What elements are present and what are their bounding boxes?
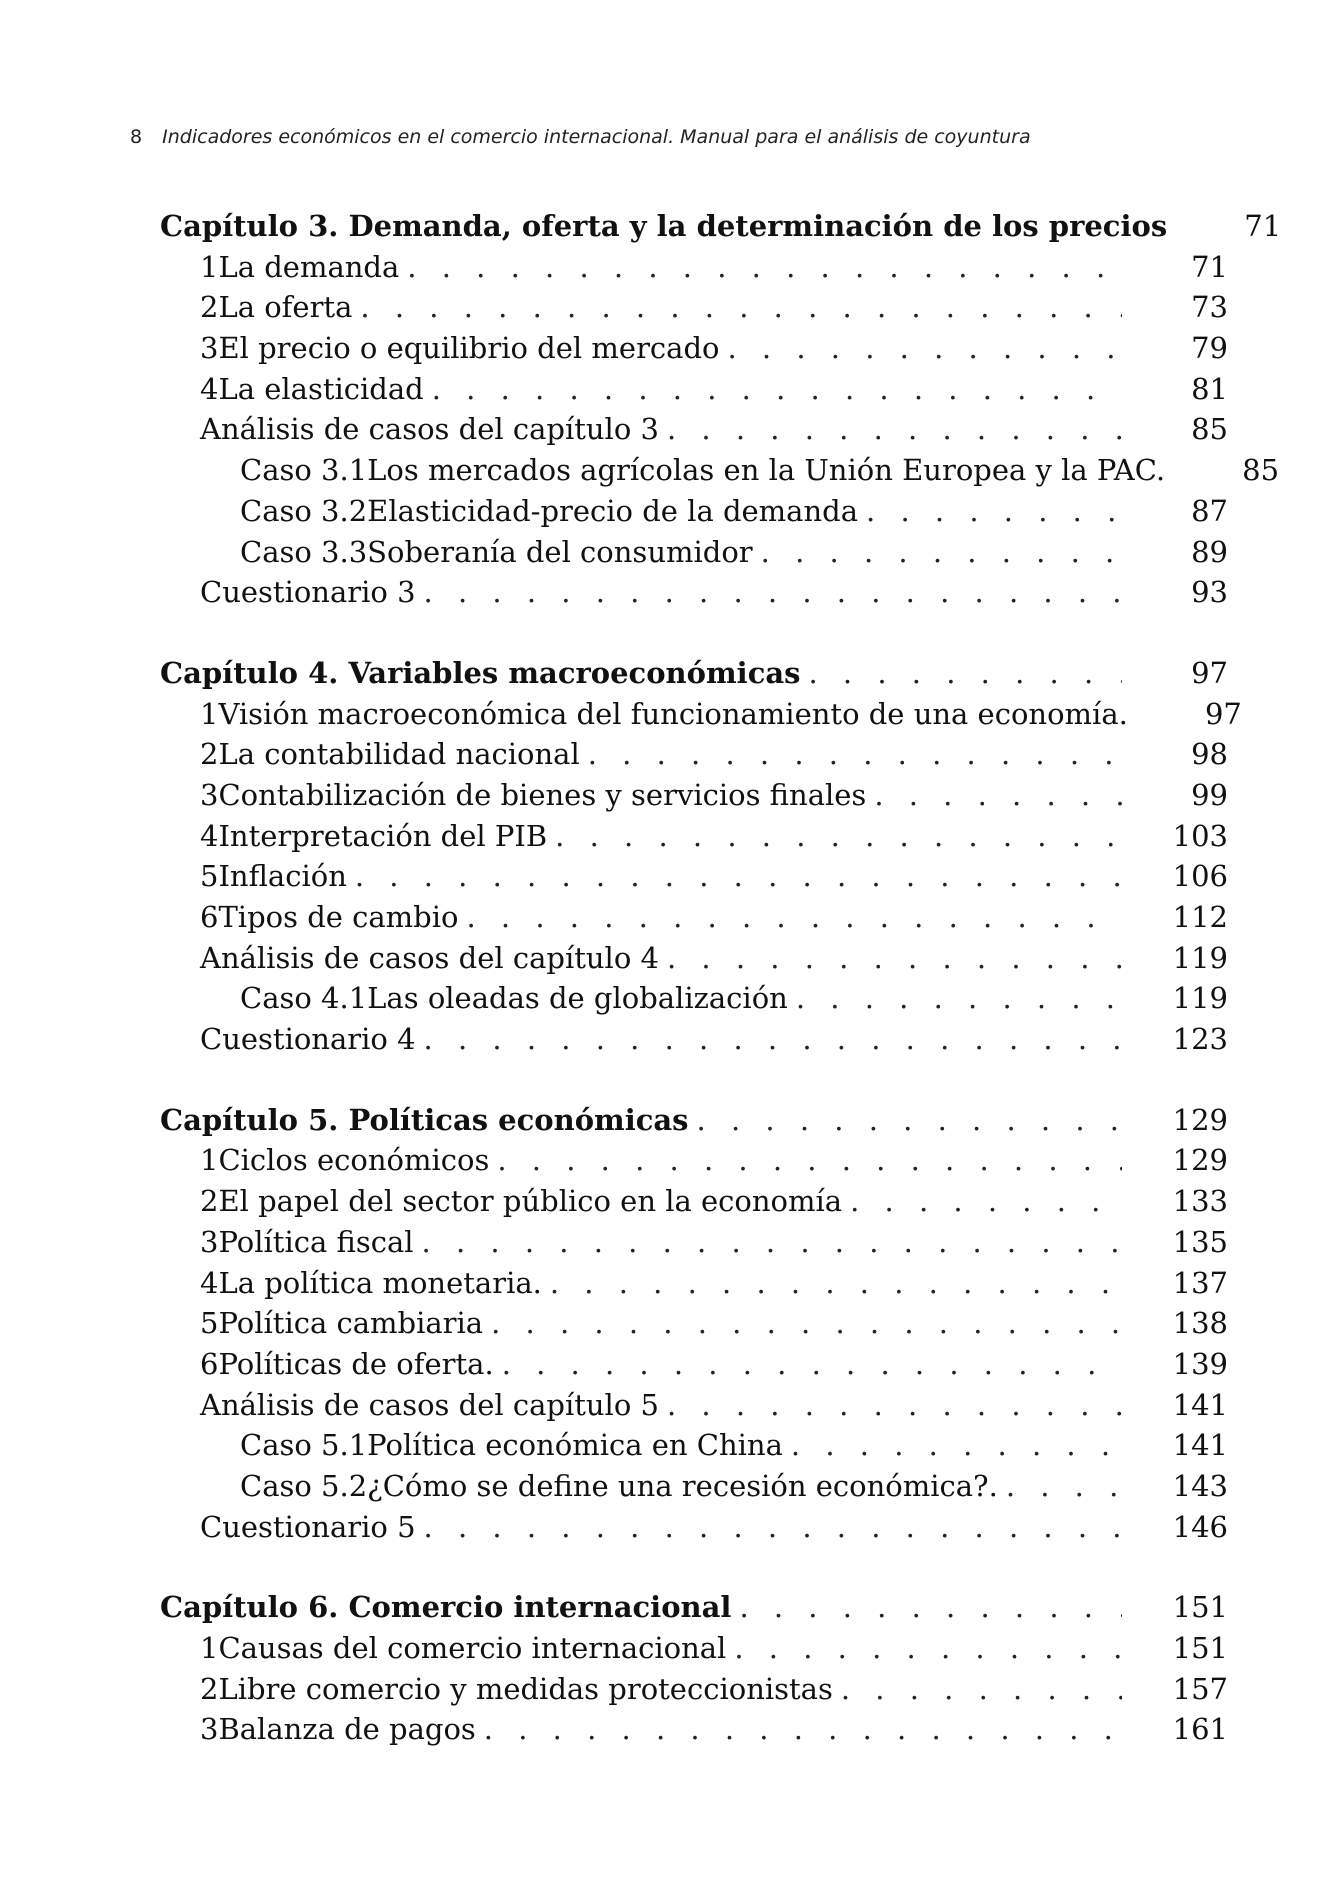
dot-leader [484,1709,1122,1750]
page-ref: 99 [1191,777,1228,812]
dot-leader [491,1303,1122,1344]
section-number: 4 [200,371,219,406]
toc-section-entry[interactable] [160,775,1228,816]
section-number: 3 [200,1712,219,1747]
entry-label: Análisis de casos del capítulo 5 [200,1387,659,1422]
case-number: Caso 3.3 [240,534,368,569]
chapter-title: Capítulo 5. Políticas económicas [160,1102,689,1137]
page-ref: 133 [1172,1184,1228,1219]
dot-leader [407,247,1122,288]
page-ref: 138 [1172,1306,1228,1341]
toc-section-entry[interactable] [160,1669,1228,1710]
section-number: 1 [200,1143,219,1178]
toc-case-entry[interactable] [160,1425,1228,1466]
case-number: Caso 5.2 [240,1468,368,1503]
page-ref: 129 [1172,1102,1228,1137]
chapter-title: Capítulo 3. Demanda, oferta y la determinación de los precios [160,209,1168,243]
page-ref: 123 [1172,1022,1228,1057]
entry-label: Visión macroeconómica del funcionamiento de una economía. [218,696,1128,731]
entry-label: Contabilización de bienes y servicios finales [218,777,867,812]
section-number: 3 [200,1224,219,1259]
chapter-title: Capítulo 6. Comercio internacional [160,1590,732,1625]
toc-section-entry[interactable] [160,1344,1228,1385]
toc-section-entry[interactable] [160,897,1228,938]
dot-leader [866,491,1122,532]
entry-label: Ciclos económicos [218,1143,490,1178]
dot-leader [497,1140,1122,1181]
toc-case-entry[interactable] [160,491,1228,532]
entry-label: Elasticidad-precio de la demanda [367,493,859,528]
toc-section-entry[interactable] [160,247,1228,288]
page-ref: 71 [1244,209,1282,243]
page-ref: 73 [1191,290,1228,325]
page-ref: 141 [1172,1387,1228,1422]
entry-label: El papel del sector público en la economía [218,1184,843,1219]
toc-section-entry[interactable] [160,734,1228,775]
section-number: 2 [200,1184,219,1219]
page-ref: 85 [1242,453,1280,488]
running-header [130,126,1031,148]
page-ref: 81 [1191,371,1228,406]
entry-label: Política económica en China [367,1428,783,1463]
page-ref: 106 [1172,859,1228,894]
page-ref: 151 [1172,1590,1228,1625]
page-ref: 97 [1191,655,1228,690]
toc-case-entry[interactable] [160,450,1280,491]
section-number: 2 [200,290,219,325]
page-ref: 143 [1172,1468,1228,1503]
page-ref: 129 [1172,1143,1228,1178]
dot-leader [796,978,1122,1019]
page-ref: 112 [1172,900,1228,934]
entry-label: Tipos de cambio [218,900,459,934]
page-ref: 119 [1172,981,1228,1016]
entry-label: Política fiscal [218,1224,414,1259]
entry-label: Interpretación del PIB [218,818,548,853]
dot-leader [808,653,1122,694]
entry-label: Libre comercio y medidas proteccionistas [218,1671,833,1706]
section-number: 2 [200,1671,219,1706]
dot-leader [360,287,1122,328]
toc-chapter-heading[interactable] [160,1100,1228,1141]
entry-label: La política monetaria. [218,1265,542,1300]
toc-case-entry[interactable] [160,978,1228,1019]
page-ref: 135 [1172,1224,1228,1259]
section-number: 6 [200,1346,219,1381]
dot-leader [667,1385,1122,1426]
dot-leader [791,1425,1122,1466]
dot-leader [874,775,1122,816]
toc-case-entry[interactable] [160,532,1228,573]
page-ref: 93 [1191,575,1228,610]
entry-label: Soberanía del consumidor [367,534,753,569]
case-number: Caso 4.1 [240,981,368,1016]
dot-leader [432,369,1122,410]
toc-chapter-block [160,653,1242,1060]
page-ref: 97 [1204,696,1242,731]
section-number: 6 [200,900,219,934]
page-ref: 103 [1172,818,1228,853]
dot-leader [1006,1466,1122,1507]
toc-chapter-block [160,1100,1228,1548]
section-number: 1 [200,249,219,284]
chapter-title: Capítulo 4. Variables macroeconómicas [160,655,801,690]
entry-label: La elasticidad [218,371,424,406]
section-number: 2 [200,737,219,772]
section-number: 1 [200,1631,219,1665]
toc-chapter-block [160,206,1282,613]
dot-leader [424,572,1122,613]
page-ref: 141 [1172,1428,1228,1463]
toc-plain-entry[interactable] [160,1507,1228,1548]
toc-section-entry[interactable] [160,1303,1228,1344]
page-ref: 137 [1172,1265,1228,1300]
toc-section-entry[interactable] [160,1263,1228,1304]
dot-leader [424,1019,1122,1060]
dot-leader [697,1100,1122,1141]
dot-leader [502,1344,1122,1385]
toc-section-entry[interactable] [160,1709,1228,1750]
dot-leader [734,1628,1122,1669]
dot-leader [761,532,1122,573]
dot-leader [424,1507,1122,1548]
toc-section-entry[interactable] [160,369,1228,410]
entry-label: Los mercados agrícolas en la Unión Europea y la PAC. [367,453,1166,488]
section-number: 3 [200,331,219,366]
page-ref: 119 [1172,940,1228,975]
page-ref: 146 [1172,1509,1228,1544]
entry-label: Política cambiaria [218,1306,484,1341]
dot-leader [422,1222,1122,1263]
page-ref: 157 [1172,1671,1228,1706]
section-number: 5 [200,1306,219,1341]
toc-section-entry[interactable] [160,816,1228,857]
page-ref: 71 [1191,249,1228,284]
case-number: Caso 3.2 [240,493,368,528]
toc-plain-entry[interactable] [160,409,1228,450]
entry-label: ¿Cómo se define una recesión económica?. [367,1468,998,1503]
entry-label: Las oleadas de globalización [367,981,788,1016]
entry-label: Cuestionario 4 [200,1022,416,1057]
header-book-title: Indicadores económicos en el comercio internacional. Manual para el análisis de coyuntura [162,126,1031,148]
table-of-contents [160,206,1282,1790]
toc-section-entry[interactable] [160,1628,1228,1669]
dot-leader [727,328,1122,369]
dot-leader [667,938,1122,979]
toc-plain-entry[interactable] [160,1385,1228,1426]
page-ref: 139 [1172,1346,1228,1381]
toc-section-entry[interactable] [160,1222,1228,1263]
section-number: 5 [200,859,219,894]
dot-leader [550,1263,1122,1304]
case-number: Caso 5.1 [240,1428,368,1463]
page-ref: 98 [1191,737,1228,772]
page-ref: 161 [1172,1712,1228,1747]
toc-section-entry[interactable] [160,287,1228,328]
section-number: 4 [200,818,219,853]
entry-label: Análisis de casos del capítulo 4 [200,940,659,975]
dot-leader [355,856,1122,897]
toc-section-entry[interactable] [160,1181,1228,1222]
toc-chapter-block [160,1587,1228,1750]
entry-label: La contabilidad nacional [218,737,580,772]
toc-chapter-heading[interactable] [160,653,1228,694]
toc-chapter-heading[interactable] [160,1587,1228,1628]
section-number: 3 [200,777,219,812]
section-number: 4 [200,1265,219,1300]
entry-label: Inflación [218,859,347,894]
entry-label: Cuestionario 5 [200,1509,416,1544]
toc-plain-entry[interactable] [160,1019,1228,1060]
toc-chapter-heading[interactable] [160,206,1282,247]
case-number: Caso 3.1 [240,453,368,488]
section-number: 1 [200,696,219,731]
page-ref: 85 [1191,412,1228,447]
entry-label: La oferta [218,290,353,325]
toc-plain-entry[interactable] [160,572,1228,613]
page-ref: 151 [1172,1631,1228,1665]
dot-leader [841,1669,1122,1710]
entry-label: La demanda [218,249,400,284]
toc-section-entry[interactable] [160,694,1242,735]
page-ref: 89 [1191,534,1228,569]
page-ref: 79 [1191,331,1228,366]
dot-leader [555,816,1122,857]
dot-leader [667,409,1122,450]
toc-section-entry[interactable] [160,328,1228,369]
entry-label: Políticas de oferta. [218,1346,494,1381]
toc-section-entry[interactable] [160,856,1228,897]
header-page-number: 8 [130,126,143,148]
entry-label: El precio o equilibrio del mercado [218,331,720,366]
dot-leader [588,734,1122,775]
dot-leader [466,897,1122,938]
toc-case-entry[interactable] [160,1466,1228,1507]
entry-label: Balanza de pagos [218,1712,476,1747]
entry-label: Causas del comercio internacional [218,1631,727,1665]
dot-leader [739,1587,1122,1628]
toc-section-entry[interactable] [160,1140,1228,1181]
entry-label: Análisis de casos del capítulo 3 [200,412,659,447]
toc-plain-entry[interactable] [160,938,1228,979]
dot-leader [850,1181,1122,1222]
entry-label: Cuestionario 3 [200,575,416,610]
page-ref: 87 [1191,493,1228,528]
